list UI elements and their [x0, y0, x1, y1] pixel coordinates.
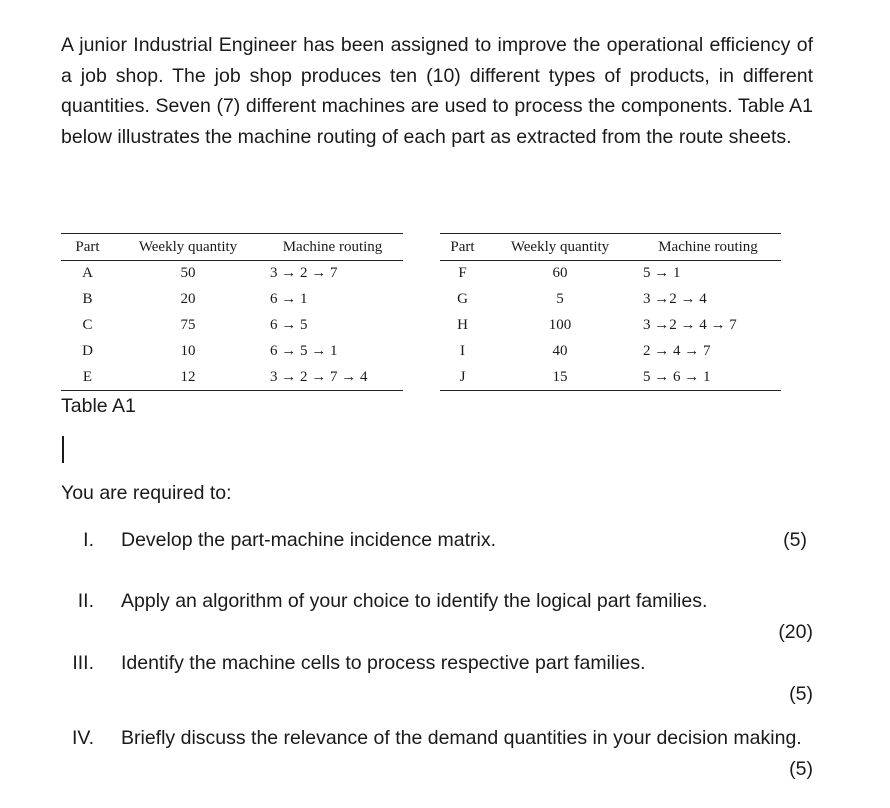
question-text: Develop the part-machine incidence matrix.: [121, 529, 497, 551]
table-header-row: [61, 234, 403, 261]
quantity-cell: 10: [180, 342, 196, 359]
question-marks: (5): [783, 529, 807, 551]
routing-cell: 6 → 5: [270, 316, 308, 333]
routing-cell: 6 → 1: [270, 291, 308, 308]
header-machine-routing: Machine routing: [262, 234, 403, 261]
table-row: [61, 287, 403, 313]
question-text: Identify the machine cells to process respective part families.: [121, 652, 646, 674]
question-number: III.: [72, 652, 94, 674]
quantity-cell: 12: [114, 364, 262, 390]
table-row: [61, 313, 403, 339]
part-cell: I: [460, 342, 465, 359]
header-weekly-quantity: Weekly quantity: [114, 234, 262, 261]
routing-cell: 3 →2 → 4 → 7: [643, 316, 737, 333]
table-row: [440, 261, 781, 287]
routing-cell: 3 → 2 → 7 → 4: [262, 364, 403, 390]
table-row: [440, 338, 781, 364]
question-text: Briefly discuss the relevance of the demand quantities in your decision making.: [121, 727, 802, 749]
table-caption: Table A1: [61, 395, 136, 417]
header-part: Part: [61, 234, 114, 261]
routing-cell: 2 → 4 → 7: [643, 342, 711, 359]
quantity-cell: 50: [180, 265, 196, 282]
part-cell: J: [440, 364, 485, 390]
routing-table-right: [440, 233, 781, 391]
header-part: Part: [440, 234, 485, 261]
quantity-cell: 60: [552, 265, 568, 282]
header-weekly-quantity: Weekly quantity: [485, 234, 635, 261]
question-number: I.: [83, 529, 94, 551]
question-text: Apply an algorithm of your choice to identify the logical part families.: [121, 590, 708, 612]
required-heading: You are required to:: [61, 482, 232, 504]
quantity-cell: 75: [180, 316, 196, 333]
quantity-cell: 100: [548, 316, 572, 333]
quantity-cell: 15: [485, 364, 635, 390]
table-row: [440, 287, 781, 313]
question-marks: (20): [778, 621, 813, 643]
table-row: [440, 313, 781, 339]
part-cell: D: [82, 342, 93, 359]
quantity-cell: 5: [556, 291, 564, 308]
table-row: [440, 364, 781, 390]
question-number: II.: [77, 590, 94, 612]
routing-table-left: [61, 233, 403, 391]
part-cell: E: [61, 364, 114, 390]
header-machine-routing: Machine routing: [635, 234, 781, 261]
routing-cell: 6 → 5 → 1: [270, 342, 338, 359]
question-number: IV.: [71, 727, 94, 749]
quantity-cell: 20: [180, 291, 196, 308]
routing-cell: 5 → 1: [643, 265, 681, 282]
intro-paragraph: A junior Industrial Engineer has been assigned to improve the operational efficiency of a job shop. The job shop produces ten (10) different types of products, in different quantities. Seven (7) different machines are used to process the components. Table A1 below illustrates the machine routing of each part as extracted from the route sheets.: [61, 34, 813, 148]
question-marks: (5): [789, 683, 813, 705]
part-cell: A: [82, 265, 93, 282]
text-cursor: [62, 436, 64, 463]
table-row: [61, 364, 403, 390]
part-cell: F: [458, 265, 467, 282]
part-cell: G: [457, 291, 468, 308]
part-cell: H: [457, 316, 468, 333]
quantity-cell: 40: [552, 342, 568, 359]
routing-cell: 3 → 2 → 7: [270, 265, 338, 282]
table-row: [61, 261, 403, 287]
question-marks: (5): [789, 758, 813, 780]
routing-cell: 5 → 6 → 1: [635, 364, 781, 390]
table-header-row: [440, 234, 781, 261]
routing-cell: 3 →2 → 4: [643, 291, 707, 308]
part-cell: B: [82, 291, 93, 308]
table-row: [61, 338, 403, 364]
part-cell: C: [82, 316, 93, 333]
